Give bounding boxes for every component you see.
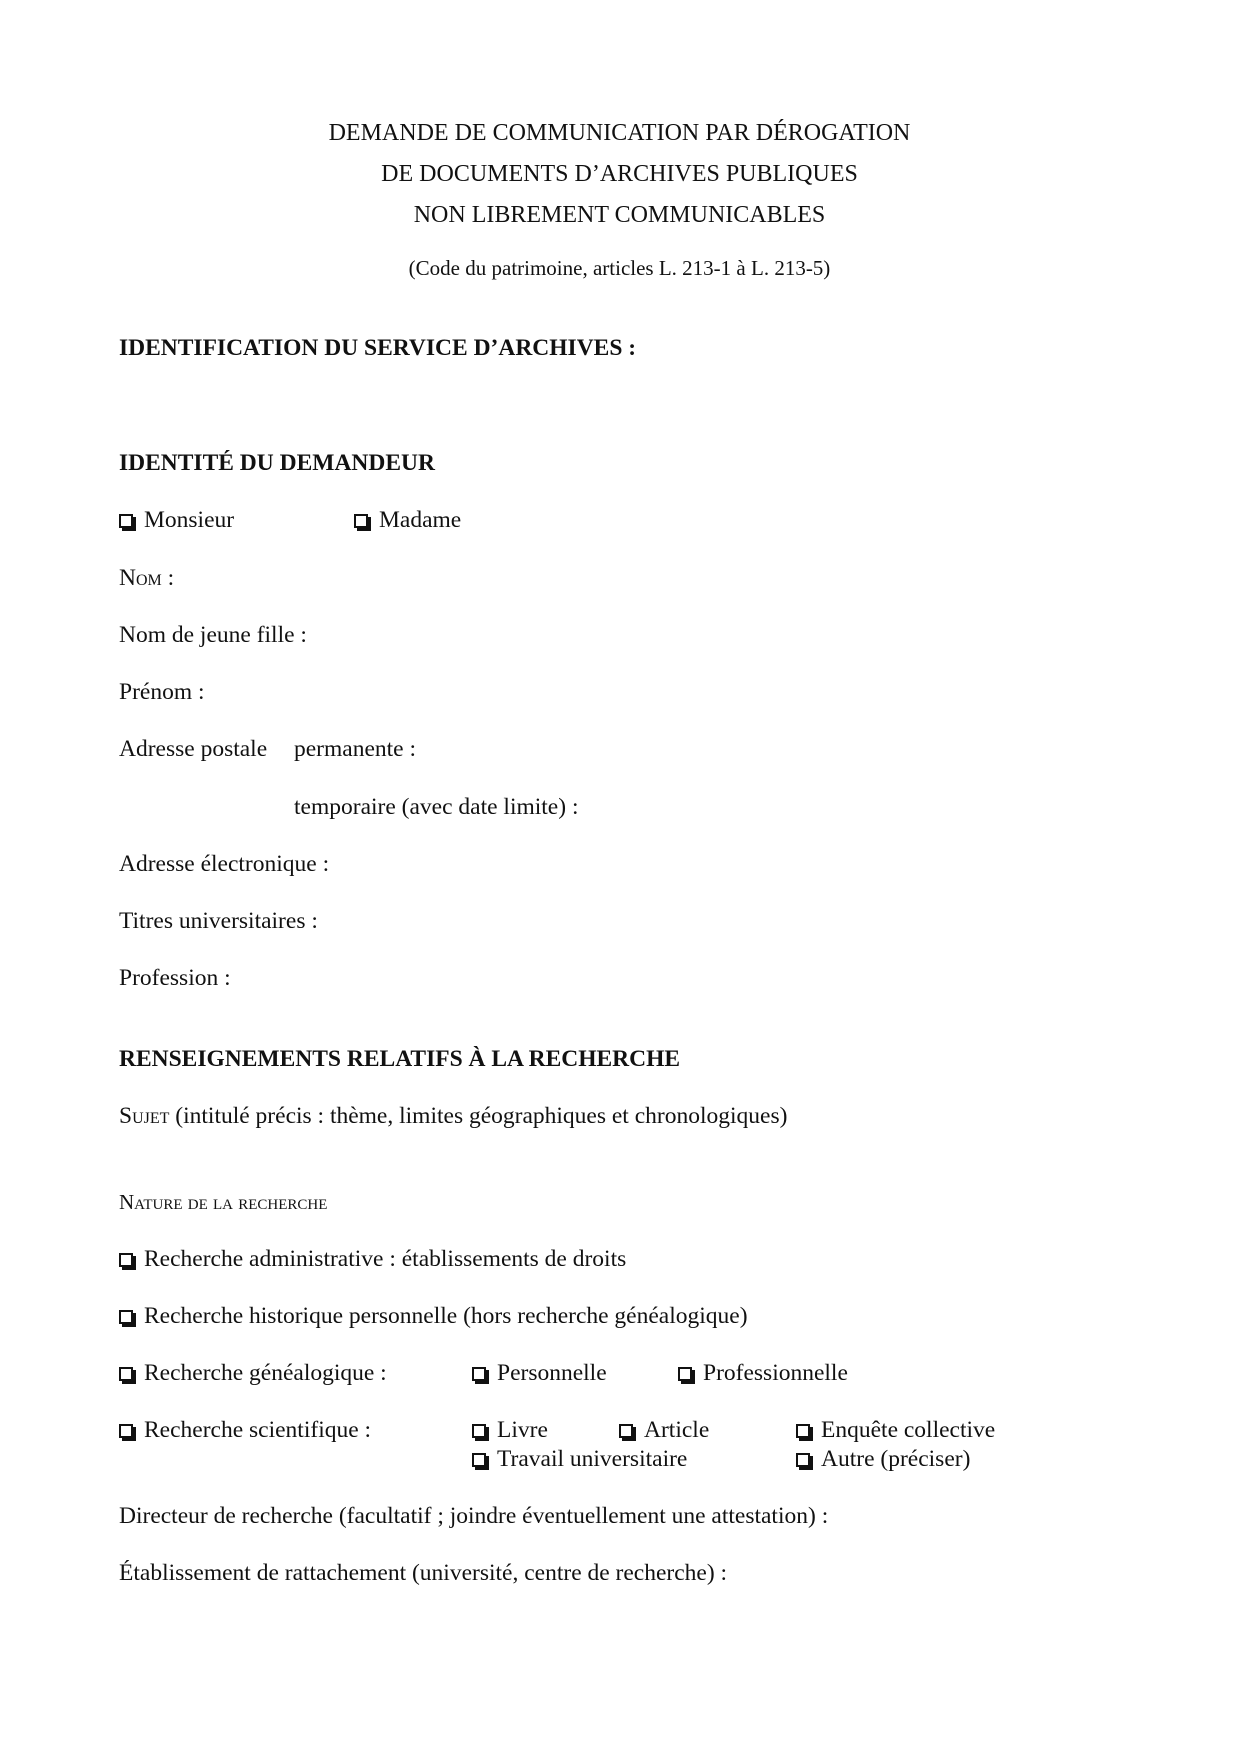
genealogical-personal-option[interactable] [472, 1362, 607, 1386]
temporary-address-label: temporaire (avec date limite) : [294, 794, 579, 820]
checkbox-icon[interactable] [354, 514, 368, 528]
option-historical[interactable] [119, 1305, 748, 1329]
permanent-address-label: permanente : [294, 736, 417, 762]
scientific-article-option[interactable] [619, 1419, 709, 1443]
institution-label: Établissement de rattachement (université, centre de recherche) : [119, 1560, 728, 1586]
subject-label: Sujet [119, 1103, 170, 1129]
option-administrative[interactable] [119, 1248, 626, 1272]
genealogical-professional-label: Professionnelle [703, 1360, 848, 1386]
applicant-heading: IDENTITÉ DU DEMANDEUR [119, 450, 435, 476]
scientific-book-option[interactable] [472, 1419, 548, 1443]
civility-monsieur-option[interactable] [119, 509, 234, 533]
service-heading: IDENTIFICATION DU SERVICE D’ARCHIVES : [119, 335, 637, 361]
checkbox-icon[interactable] [119, 514, 133, 528]
scientific-thesis-option[interactable] [472, 1448, 687, 1472]
option-scientific-label: Recherche scientifique : [144, 1417, 372, 1443]
scientific-collective-label: Enquête collective [821, 1417, 996, 1443]
scientific-collective-option[interactable] [796, 1419, 995, 1443]
first-name-label: Prénom : [119, 679, 205, 705]
scientific-other-option[interactable] [796, 1448, 970, 1472]
scientific-article-label: Article [644, 1417, 710, 1443]
civility-madame-label: Madame [379, 507, 462, 533]
checkbox-icon[interactable] [796, 1453, 810, 1467]
scientific-book-label: Livre [497, 1417, 548, 1443]
research-heading: RENSEIGNEMENTS RELATIFS À LA RECHERCHE [119, 1046, 681, 1072]
checkbox-icon[interactable] [119, 1424, 133, 1438]
checkbox-icon[interactable] [119, 1367, 133, 1381]
form-title-line-2: DE DOCUMENTS D’ARCHIVES PUBLIQUES [381, 161, 858, 187]
scientific-other-label: Autre (préciser) [821, 1446, 971, 1472]
scientific-thesis-label: Travail universitaire [497, 1446, 688, 1472]
form-title-line-1: DEMANDE DE COMMUNICATION PAR DÉROGATION [328, 120, 911, 146]
maiden-name-label: Nom de jeune fille : [119, 622, 307, 648]
option-genealogical[interactable] [119, 1362, 387, 1386]
checkbox-icon[interactable] [796, 1424, 810, 1438]
genealogical-professional-option[interactable] [678, 1362, 848, 1386]
genealogical-personal-label: Personnelle [497, 1360, 607, 1386]
checkbox-icon[interactable] [678, 1367, 692, 1381]
form-title-line-3: NON LIBREMENT COMMUNICABLES [413, 202, 826, 228]
checkbox-icon[interactable] [119, 1310, 133, 1324]
subject-hint: (intitulé précis : thème, limites géographiques et chronologiques) [169, 1103, 788, 1129]
checkbox-icon[interactable] [619, 1424, 633, 1438]
email-label: Adresse électronique : [119, 851, 330, 877]
checkbox-icon[interactable] [472, 1367, 486, 1381]
nom-label: Nom : [119, 565, 175, 591]
option-administrative-label: Recherche administrative : établissements de droits [144, 1246, 627, 1272]
profession-label: Profession : [119, 965, 231, 991]
subject-line [119, 1105, 787, 1129]
postal-address-label: Adresse postale [119, 736, 268, 762]
legal-reference: (Code du patrimoine, articles L. 213-1 à L. 213-5) [408, 256, 831, 280]
director-label: Directeur de recherche (facultatif ; joindre éventuellement une attestation) : [119, 1503, 829, 1529]
civility-madame-option[interactable] [354, 509, 461, 533]
civility-monsieur-label: Monsieur [144, 507, 235, 533]
option-scientific[interactable] [119, 1419, 371, 1443]
option-genealogical-label: Recherche généalogique : [144, 1360, 387, 1386]
option-historical-label: Recherche historique personnelle (hors recherche généalogique) [144, 1303, 748, 1329]
checkbox-icon[interactable] [119, 1253, 133, 1267]
checkbox-icon[interactable] [472, 1453, 486, 1467]
degrees-label: Titres universitaires : [119, 908, 318, 934]
checkbox-icon[interactable] [472, 1424, 486, 1438]
research-nature-label: Nature de la recherche [119, 1190, 328, 1214]
